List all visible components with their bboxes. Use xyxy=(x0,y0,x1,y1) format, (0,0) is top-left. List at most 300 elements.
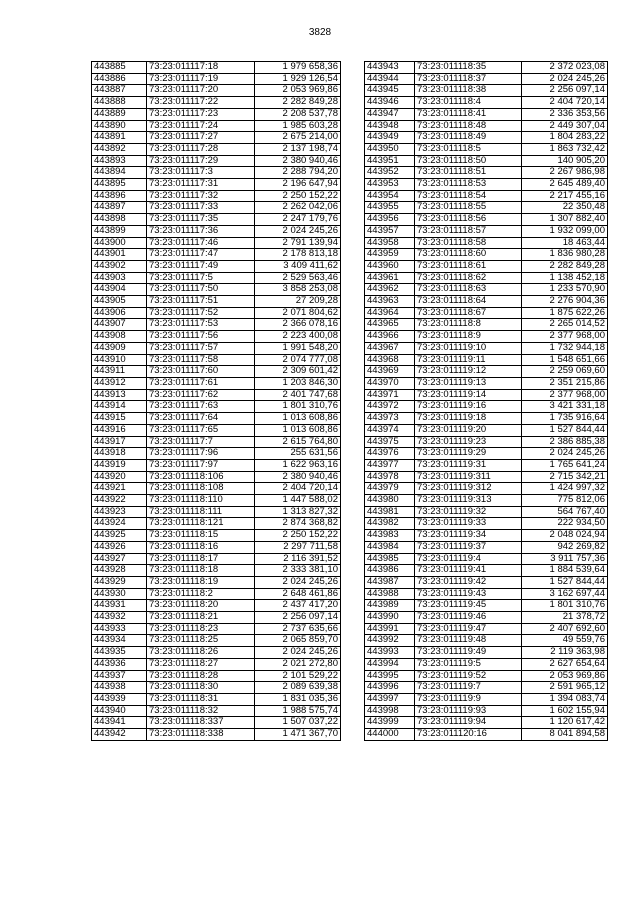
cadastral-value: 1 203 846,30 xyxy=(255,377,341,389)
row-number: 443973 xyxy=(365,413,415,425)
cadastral-number: 73:23:011117:97 xyxy=(147,459,255,471)
cadastral-value: 2 675 214,00 xyxy=(255,132,341,144)
cadastral-value: 2 024 245,26 xyxy=(255,576,341,588)
table-row xyxy=(92,717,341,729)
table-row xyxy=(365,471,608,483)
cadastral-value: 2 380 940,46 xyxy=(255,471,341,483)
row-number: 443921 xyxy=(92,483,147,495)
cadastral-number: 73:23:011118:23 xyxy=(147,623,255,635)
cadastral-value: 2 791 139,94 xyxy=(255,237,341,249)
row-number: 443956 xyxy=(365,214,415,226)
row-number: 443989 xyxy=(365,600,415,612)
cadastral-value: 27 209,28 xyxy=(255,296,341,308)
table-row xyxy=(92,401,341,413)
cadastral-number: 73:23:011117:61 xyxy=(147,377,255,389)
row-number: 443952 xyxy=(365,167,415,179)
table-row xyxy=(92,471,341,483)
cadastral-number: 73:23:011119:45 xyxy=(415,600,522,612)
cadastral-value: 2 065 859,70 xyxy=(255,635,341,647)
cadastral-number: 73:23:011117:23 xyxy=(147,108,255,120)
table-row xyxy=(92,354,341,366)
cadastral-value: 2 407 692,60 xyxy=(522,623,608,635)
table-row xyxy=(92,319,341,331)
cadastral-value: 2 024 245,26 xyxy=(255,225,341,237)
table-row xyxy=(365,354,608,366)
row-number: 443957 xyxy=(365,225,415,237)
row-number: 443902 xyxy=(92,260,147,272)
table-row xyxy=(92,214,341,226)
cadastral-number: 73:23:011118:20 xyxy=(147,600,255,612)
table-row xyxy=(92,424,341,436)
cadastral-value: 2 071 804,62 xyxy=(255,307,341,319)
cadastral-number: 73:23:011117:58 xyxy=(147,354,255,366)
table-row xyxy=(365,413,608,425)
table-row xyxy=(92,296,341,308)
cadastral-value: 1 447 588,02 xyxy=(255,495,341,507)
cadastral-value: 1 884 539,64 xyxy=(522,565,608,577)
row-number: 443935 xyxy=(92,647,147,659)
table-row xyxy=(92,729,341,741)
cadastral-value: 2 048 024,94 xyxy=(522,530,608,542)
cadastral-number: 73:23:011119:4 xyxy=(415,553,522,565)
table-row xyxy=(92,97,341,109)
cadastral-number: 73:23:011118:21 xyxy=(147,612,255,624)
table-row xyxy=(92,506,341,518)
cadastral-number: 73:23:011119:43 xyxy=(415,588,522,600)
cadastral-number: 73:23:011117:47 xyxy=(147,249,255,261)
table-row xyxy=(92,272,341,284)
cadastral-value: 1 991 548,20 xyxy=(255,342,341,354)
row-number: 443924 xyxy=(92,518,147,530)
cadastral-value: 1 875 622,26 xyxy=(522,307,608,319)
table-row xyxy=(92,658,341,670)
table-row xyxy=(92,108,341,120)
table-row xyxy=(92,237,341,249)
row-number: 443906 xyxy=(92,307,147,319)
table-row xyxy=(92,143,341,155)
row-number: 443885 xyxy=(92,62,147,74)
row-number: 443907 xyxy=(92,319,147,331)
cadastral-number: 73:23:011119:11 xyxy=(415,354,522,366)
table-row xyxy=(365,483,608,495)
row-number: 443977 xyxy=(365,459,415,471)
cadastral-number: 73:23:011118:5 xyxy=(415,143,522,155)
cadastral-number: 73:23:011118:31 xyxy=(147,693,255,705)
cadastral-number: 73:23:011119:5 xyxy=(415,658,522,670)
table-row xyxy=(92,600,341,612)
cadastral-value: 2 333 381,10 xyxy=(255,565,341,577)
cadastral-number: 73:23:011118:35 xyxy=(415,62,522,74)
table-row xyxy=(365,179,608,191)
table-row xyxy=(365,541,608,553)
row-number: 443964 xyxy=(365,307,415,319)
cadastral-number: 73:23:011119:29 xyxy=(415,448,522,460)
cadastral-number: 73:23:011118:53 xyxy=(415,179,522,191)
table-row xyxy=(365,155,608,167)
cadastral-value: 2 645 489,40 xyxy=(522,179,608,191)
cadastral-value: 2 615 764,80 xyxy=(255,436,341,448)
row-number: 443930 xyxy=(92,588,147,600)
cadastral-number: 73:23:011118:55 xyxy=(415,202,522,214)
cadastral-value: 2 137 198,74 xyxy=(255,143,341,155)
row-number: 443890 xyxy=(92,120,147,132)
table-row xyxy=(365,565,608,577)
table-row xyxy=(92,331,341,343)
row-number: 443982 xyxy=(365,518,415,530)
table-row xyxy=(92,530,341,542)
cadastral-number: 73:23:011119:9 xyxy=(415,693,522,705)
cadastral-value: 2 265 014,52 xyxy=(522,319,608,331)
cadastral-number: 73:23:011118:338 xyxy=(147,729,255,741)
cadastral-value: 1 801 310,76 xyxy=(522,600,608,612)
cadastral-number: 73:23:011119:20 xyxy=(415,424,522,436)
cadastral-number: 73:23:011117:62 xyxy=(147,389,255,401)
row-number: 443911 xyxy=(92,366,147,378)
cadastral-number: 73:23:011117:24 xyxy=(147,120,255,132)
cadastral-value: 1 394 083,74 xyxy=(522,693,608,705)
cadastral-number: 73:23:011117:49 xyxy=(147,260,255,272)
cadastral-value: 1 307 882,40 xyxy=(522,214,608,226)
table-row xyxy=(365,377,608,389)
table-row xyxy=(92,588,341,600)
row-number: 443994 xyxy=(365,658,415,670)
table-row xyxy=(92,459,341,471)
cadastral-value: 2 401 747,68 xyxy=(255,389,341,401)
table-row xyxy=(92,705,341,717)
cadastral-value: 2 178 813,18 xyxy=(255,249,341,261)
cadastral-number: 73:23:011117:5 xyxy=(147,272,255,284)
table-row xyxy=(92,307,341,319)
row-number: 443978 xyxy=(365,471,415,483)
table-row xyxy=(365,214,608,226)
cadastral-number: 73:23:011117:31 xyxy=(147,179,255,191)
cadastral-number: 73:23:011118:9 xyxy=(415,331,522,343)
cadastral-value: 1 424 997,32 xyxy=(522,483,608,495)
table-row xyxy=(365,132,608,144)
row-number: 443888 xyxy=(92,97,147,109)
row-number: 443991 xyxy=(365,623,415,635)
row-number: 443922 xyxy=(92,495,147,507)
cadastral-value: 2 282 849,28 xyxy=(522,260,608,272)
table-row xyxy=(365,518,608,530)
cadastral-number: 73:23:011117:32 xyxy=(147,190,255,202)
cadastral-number: 73:23:011117:60 xyxy=(147,366,255,378)
table-row xyxy=(365,600,608,612)
table-row xyxy=(365,307,608,319)
table-row xyxy=(365,85,608,97)
cadastral-number: 73:23:011118:51 xyxy=(415,167,522,179)
table-row xyxy=(92,85,341,97)
table-row xyxy=(365,249,608,261)
cadastral-number: 73:23:011118:41 xyxy=(415,108,522,120)
row-number: 443996 xyxy=(365,682,415,694)
row-number: 443945 xyxy=(365,85,415,97)
cadastral-value: 2 267 986,98 xyxy=(522,167,608,179)
right-table xyxy=(364,61,608,741)
cadastral-value: 564 767,40 xyxy=(522,506,608,518)
cadastral-value: 2 715 342,21 xyxy=(522,471,608,483)
cadastral-value: 1 507 037,22 xyxy=(255,717,341,729)
cadastral-number: 73:23:011118:56 xyxy=(415,214,522,226)
table-row xyxy=(92,483,341,495)
cadastral-number: 73:23:011119:47 xyxy=(415,623,522,635)
cadastral-value: 2 437 417,20 xyxy=(255,600,341,612)
row-number: 443976 xyxy=(365,448,415,460)
cadastral-value: 2 250 152,22 xyxy=(255,530,341,542)
row-number: 443961 xyxy=(365,272,415,284)
row-number: 443986 xyxy=(365,565,415,577)
cadastral-number: 73:23:011119:93 xyxy=(415,705,522,717)
cadastral-number: 73:23:011118:38 xyxy=(415,85,522,97)
row-number: 443926 xyxy=(92,541,147,553)
cadastral-number: 73:23:011117:33 xyxy=(147,202,255,214)
cadastral-number: 73:23:011118:8 xyxy=(415,319,522,331)
table-row xyxy=(365,97,608,109)
cadastral-value: 2 223 400,08 xyxy=(255,331,341,343)
row-number: 443923 xyxy=(92,506,147,518)
table-row xyxy=(365,260,608,272)
cadastral-value: 3 421 331,18 xyxy=(522,401,608,413)
cadastral-number: 73:23:011119:7 xyxy=(415,682,522,694)
page-number: 3828 xyxy=(308,27,332,38)
cadastral-value: 1 120 617,42 xyxy=(522,717,608,729)
table-row xyxy=(92,541,341,553)
cadastral-number: 73:23:011117:29 xyxy=(147,155,255,167)
cadastral-value: 2 351 215,86 xyxy=(522,377,608,389)
cadastral-value: 2 627 654,64 xyxy=(522,658,608,670)
row-number: 443990 xyxy=(365,612,415,624)
cadastral-number: 73:23:011118:17 xyxy=(147,553,255,565)
cadastral-value: 3 858 253,08 xyxy=(255,284,341,296)
row-number: 443899 xyxy=(92,225,147,237)
table-row xyxy=(92,682,341,694)
row-number: 443944 xyxy=(365,73,415,85)
table-row xyxy=(365,225,608,237)
cadastral-number: 73:23:011119:16 xyxy=(415,401,522,413)
table-row xyxy=(92,518,341,530)
cadastral-number: 73:23:011118:108 xyxy=(147,483,255,495)
table-row xyxy=(365,495,608,507)
row-number: 443958 xyxy=(365,237,415,249)
cadastral-value: 1 527 844,44 xyxy=(522,576,608,588)
row-number: 443981 xyxy=(365,506,415,518)
row-number: 443960 xyxy=(365,260,415,272)
table-row xyxy=(92,377,341,389)
row-number: 443946 xyxy=(365,97,415,109)
cadastral-value: 3 911 757,36 xyxy=(522,553,608,565)
table-row xyxy=(92,342,341,354)
cadastral-number: 73:23:011118:111 xyxy=(147,506,255,518)
cadastral-value: 3 409 411,62 xyxy=(255,260,341,272)
cadastral-value: 18 463,44 xyxy=(522,237,608,249)
cadastral-number: 73:23:011117:57 xyxy=(147,342,255,354)
table-row xyxy=(92,225,341,237)
cadastral-number: 73:23:011117:51 xyxy=(147,296,255,308)
cadastral-number: 73:23:011117:96 xyxy=(147,448,255,460)
table-row xyxy=(365,506,608,518)
table-row xyxy=(365,436,608,448)
cadastral-number: 73:23:011119:34 xyxy=(415,530,522,542)
cadastral-value: 2 309 601,42 xyxy=(255,366,341,378)
table-row xyxy=(92,623,341,635)
row-number: 443917 xyxy=(92,436,147,448)
cadastral-number: 73:23:011117:53 xyxy=(147,319,255,331)
table-row xyxy=(92,389,341,401)
cadastral-value: 2 386 885,38 xyxy=(522,436,608,448)
table-row xyxy=(365,366,608,378)
row-number: 443920 xyxy=(92,471,147,483)
row-number: 443954 xyxy=(365,190,415,202)
cadastral-value: 222 934,50 xyxy=(522,518,608,530)
table-row xyxy=(92,73,341,85)
cadastral-value: 1 985 603,28 xyxy=(255,120,341,132)
row-number: 443931 xyxy=(92,600,147,612)
table-row xyxy=(92,167,341,179)
table-row xyxy=(92,612,341,624)
cadastral-value: 2 297 711,58 xyxy=(255,541,341,553)
row-number: 443908 xyxy=(92,331,147,343)
row-number: 443939 xyxy=(92,693,147,705)
row-number: 443992 xyxy=(365,635,415,647)
table-row xyxy=(365,342,608,354)
cadastral-value: 2 366 078,16 xyxy=(255,319,341,331)
cadastral-value: 2 116 391,52 xyxy=(255,553,341,565)
cadastral-value: 2 053 969,86 xyxy=(255,85,341,97)
row-number: 443894 xyxy=(92,167,147,179)
row-number: 443936 xyxy=(92,658,147,670)
cadastral-value: 8 041 894,58 xyxy=(522,729,608,741)
cadastral-number: 73:23:011117:65 xyxy=(147,424,255,436)
row-number: 443913 xyxy=(92,389,147,401)
row-number: 443891 xyxy=(92,132,147,144)
cadastral-number: 73:23:011117:7 xyxy=(147,436,255,448)
cadastral-number: 73:23:011119:94 xyxy=(415,717,522,729)
table-row xyxy=(365,143,608,155)
cadastral-number: 73:23:011117:36 xyxy=(147,225,255,237)
cadastral-number: 73:23:011117:63 xyxy=(147,401,255,413)
row-number: 443988 xyxy=(365,588,415,600)
row-number: 443962 xyxy=(365,284,415,296)
table-row xyxy=(365,167,608,179)
row-number: 443972 xyxy=(365,401,415,413)
row-number: 443895 xyxy=(92,179,147,191)
row-number: 443900 xyxy=(92,237,147,249)
cadastral-number: 73:23:011117:27 xyxy=(147,132,255,144)
table-row xyxy=(365,284,608,296)
row-number: 443898 xyxy=(92,214,147,226)
cadastral-number: 73:23:011119:32 xyxy=(415,506,522,518)
cadastral-value: 1 622 963,16 xyxy=(255,459,341,471)
row-number: 443893 xyxy=(92,155,147,167)
table-row xyxy=(92,670,341,682)
row-number: 443993 xyxy=(365,647,415,659)
cadastral-number: 73:23:011117:28 xyxy=(147,143,255,155)
table-row xyxy=(92,448,341,460)
table-row xyxy=(365,658,608,670)
table-row xyxy=(92,202,341,214)
cadastral-number: 73:23:011119:52 xyxy=(415,670,522,682)
row-number: 443914 xyxy=(92,401,147,413)
row-number: 443968 xyxy=(365,354,415,366)
table-row xyxy=(92,179,341,191)
cadastral-value: 140 905,20 xyxy=(522,155,608,167)
cadastral-value: 2 074 777,08 xyxy=(255,354,341,366)
cadastral-number: 73:23:011119:18 xyxy=(415,413,522,425)
row-number: 443886 xyxy=(92,73,147,85)
cadastral-value: 2 377 968,00 xyxy=(522,389,608,401)
table-row xyxy=(92,647,341,659)
cadastral-number: 73:23:011119:33 xyxy=(415,518,522,530)
row-number: 443965 xyxy=(365,319,415,331)
row-number: 443997 xyxy=(365,693,415,705)
cadastral-number: 73:23:011117:18 xyxy=(147,62,255,74)
cadastral-number: 73:23:011117:22 xyxy=(147,97,255,109)
cadastral-number: 73:23:011118:27 xyxy=(147,658,255,670)
cadastral-value: 2 256 097,14 xyxy=(522,85,608,97)
cadastral-number: 73:23:011118:67 xyxy=(415,307,522,319)
row-number: 443932 xyxy=(92,612,147,624)
row-number: 443916 xyxy=(92,424,147,436)
cadastral-number: 73:23:011117:64 xyxy=(147,413,255,425)
row-number: 443909 xyxy=(92,342,147,354)
row-number: 443987 xyxy=(365,576,415,588)
row-number: 443929 xyxy=(92,576,147,588)
row-number: 443963 xyxy=(365,296,415,308)
table-row xyxy=(92,62,341,74)
row-number: 443967 xyxy=(365,342,415,354)
row-number: 443947 xyxy=(365,108,415,120)
table-row xyxy=(365,623,608,635)
cadastral-number: 73:23:011119:311 xyxy=(415,471,522,483)
cadastral-number: 73:23:011118:61 xyxy=(415,260,522,272)
table-row xyxy=(92,132,341,144)
row-number: 443984 xyxy=(365,541,415,553)
cadastral-number: 73:23:011118:110 xyxy=(147,495,255,507)
cadastral-value: 2 336 353,56 xyxy=(522,108,608,120)
cadastral-value: 2 380 940,46 xyxy=(255,155,341,167)
cadastral-number: 73:23:011118:2 xyxy=(147,588,255,600)
cadastral-number: 73:23:011118:48 xyxy=(415,120,522,132)
row-number: 443928 xyxy=(92,565,147,577)
cadastral-number: 73:23:011118:37 xyxy=(415,73,522,85)
cadastral-number: 73:23:011118:16 xyxy=(147,541,255,553)
cadastral-number: 73:23:011119:31 xyxy=(415,459,522,471)
cadastral-number: 73:23:011117:50 xyxy=(147,284,255,296)
table-row xyxy=(365,272,608,284)
cadastral-value: 1 836 980,28 xyxy=(522,249,608,261)
row-number: 443955 xyxy=(365,202,415,214)
row-number: 443938 xyxy=(92,682,147,694)
table-row xyxy=(365,729,608,741)
cadastral-number: 73:23:011119:13 xyxy=(415,377,522,389)
cadastral-value: 1 013 608,86 xyxy=(255,413,341,425)
row-number: 443940 xyxy=(92,705,147,717)
table-row xyxy=(365,202,608,214)
cadastral-value: 2 053 969,86 xyxy=(522,670,608,682)
cadastral-value: 942 269,82 xyxy=(522,541,608,553)
cadastral-number: 73:23:011118:62 xyxy=(415,272,522,284)
cadastral-number: 73:23:011117:52 xyxy=(147,307,255,319)
table-row xyxy=(92,495,341,507)
cadastral-number: 73:23:011119:23 xyxy=(415,436,522,448)
cadastral-number: 73:23:011118:60 xyxy=(415,249,522,261)
cadastral-value: 2 648 461,86 xyxy=(255,588,341,600)
table-row xyxy=(92,413,341,425)
cadastral-number: 73:23:011119:49 xyxy=(415,647,522,659)
cadastral-value: 1 804 283,22 xyxy=(522,132,608,144)
cadastral-value: 1 735 916,64 xyxy=(522,413,608,425)
table-row xyxy=(365,120,608,132)
